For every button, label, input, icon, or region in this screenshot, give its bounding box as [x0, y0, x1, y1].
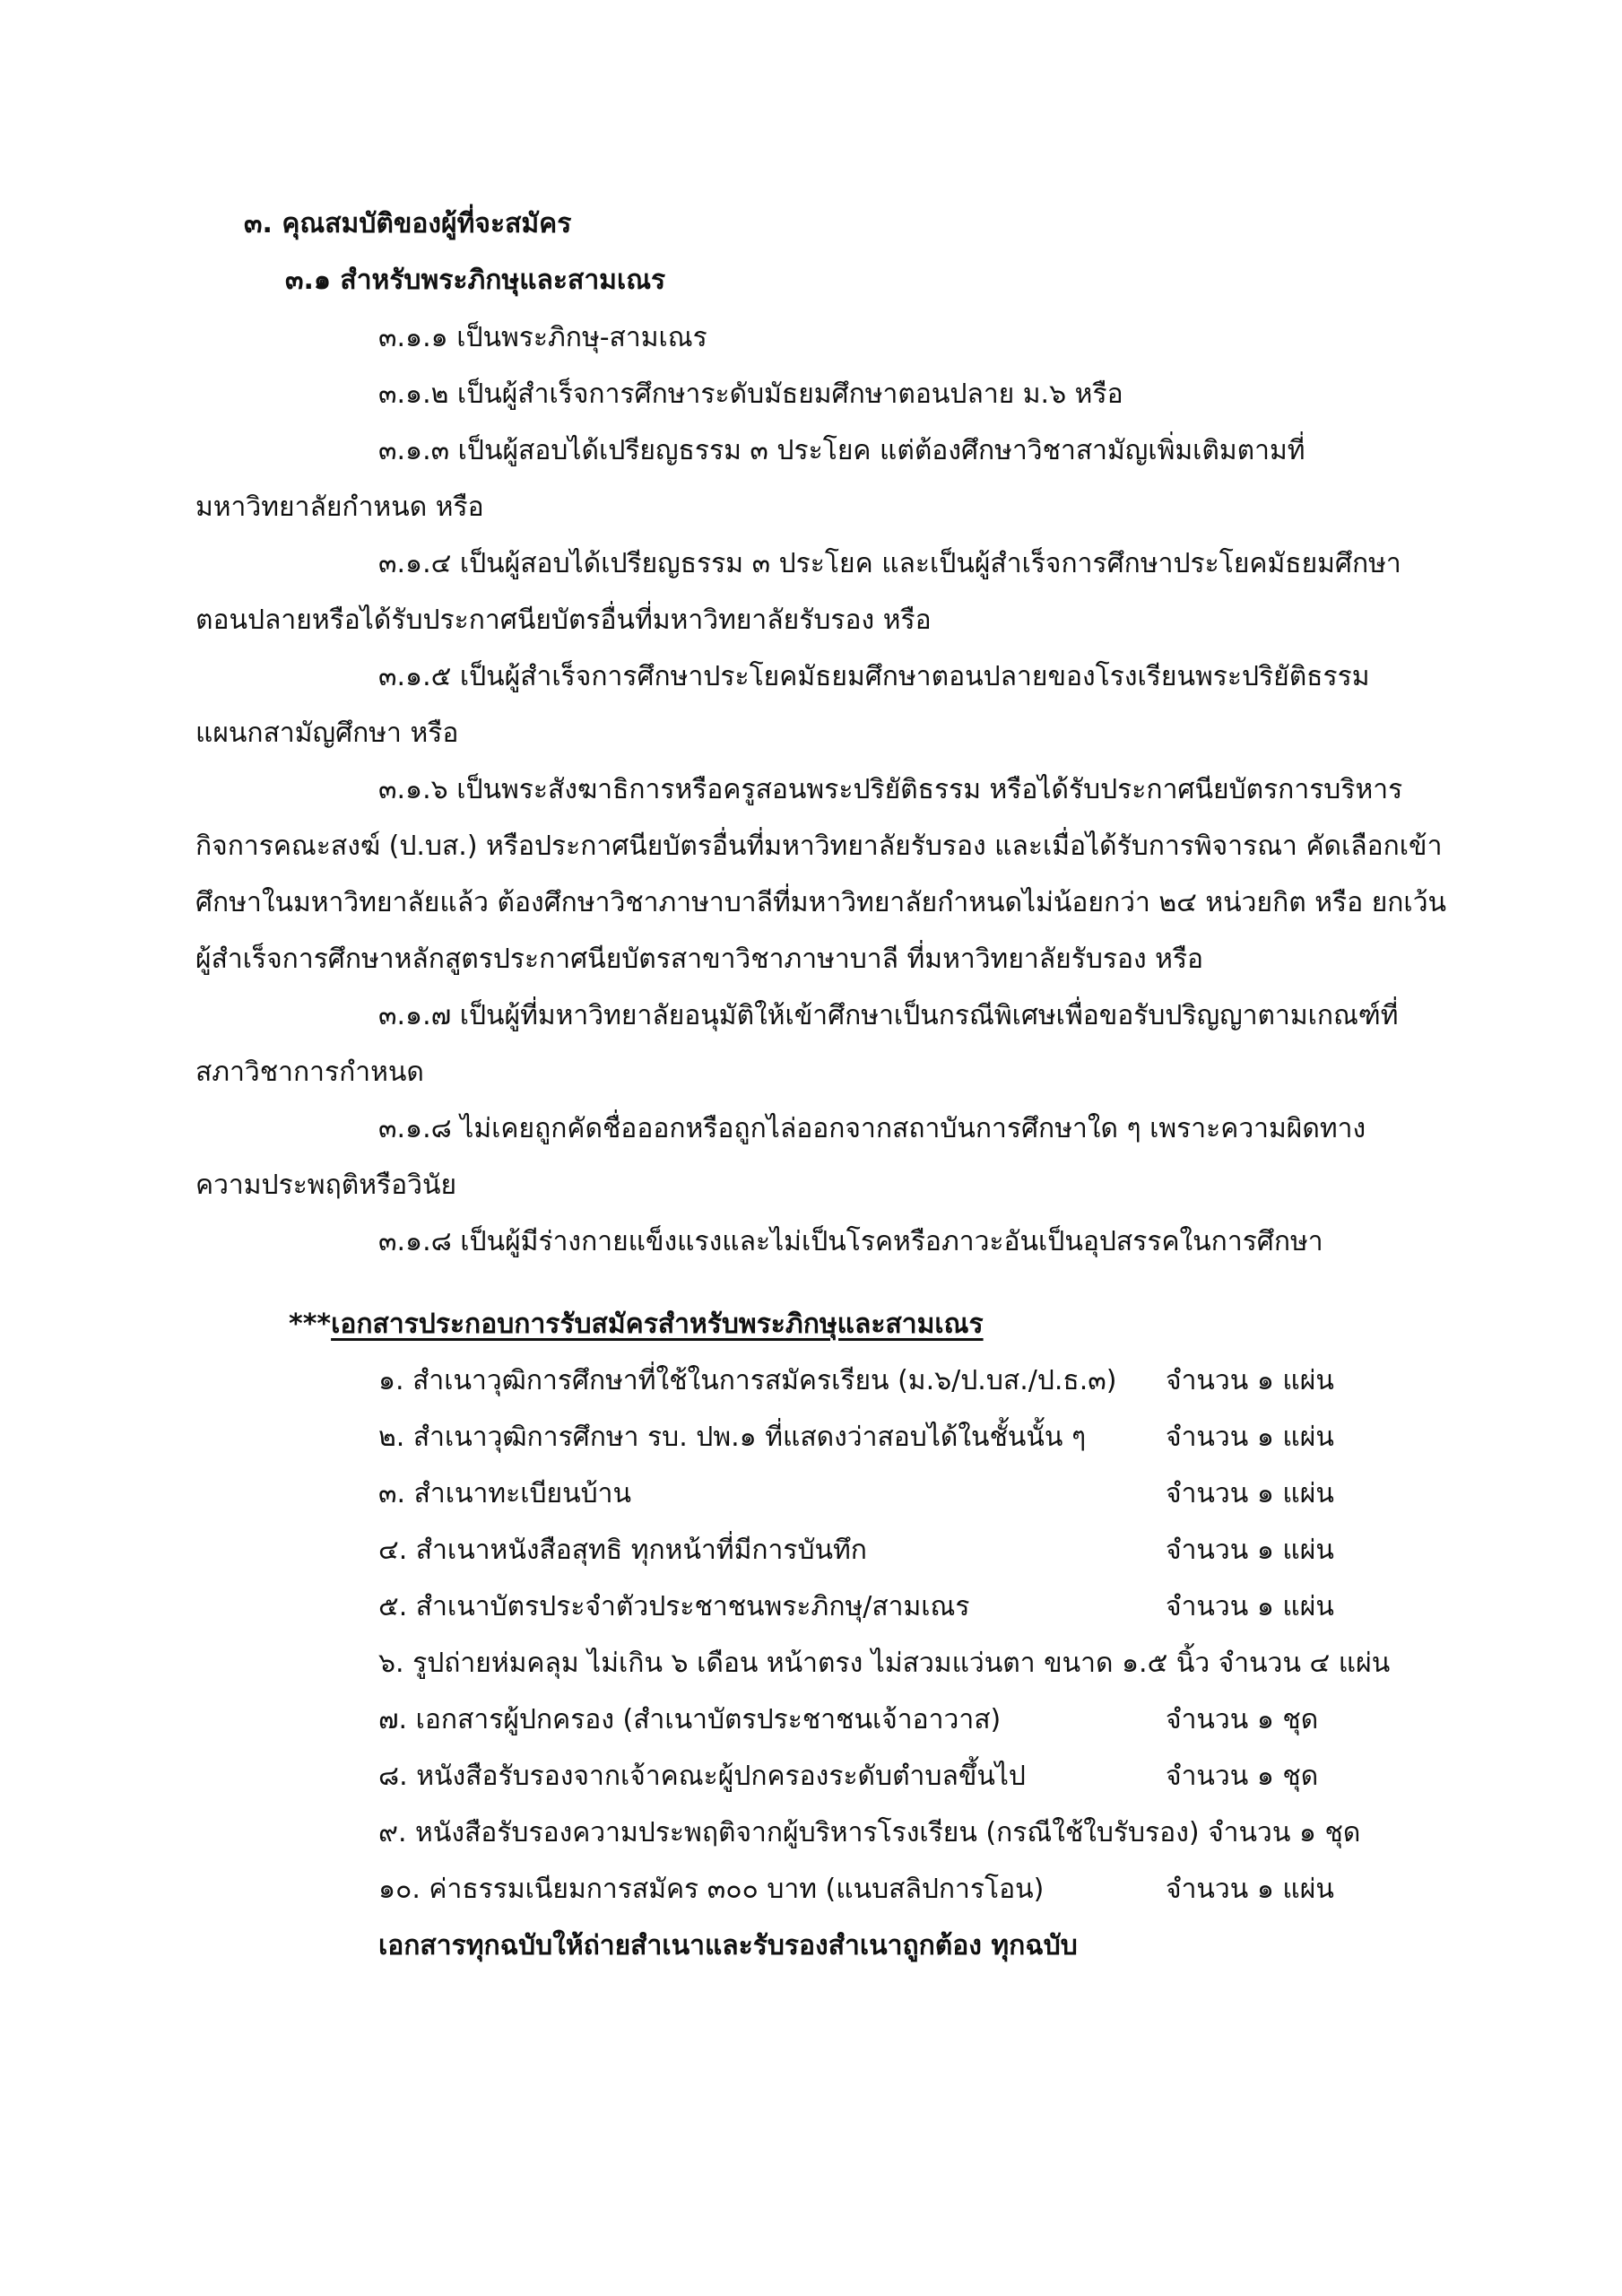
- documents-heading-prefix: ***: [289, 1309, 332, 1340]
- document-item-text: ๕. สำเนาบัตรประจำตัวประชาชนพระภิกษุ/สามเณร: [378, 1591, 970, 1622]
- qualification-item-3-cont: มหาวิทยาลัยกำหนด หรือ: [195, 491, 484, 523]
- documents-heading: [289, 1307, 984, 1343]
- qualification-item-7: ๓.๑.๗ เป็นผู้ที่มหาวิทยาลัยอนุมัติให้เข้าศึกษาเป็นกรณีพิเศษเพื่อขอรับปริญญาตามเกณฑ์ที่: [378, 1000, 1399, 1031]
- document-item-5: [378, 1589, 1409, 1625]
- documents-heading-title: เอกสารประกอบการรับสมัครสำหรับพระภิกษุและสามเณร: [331, 1309, 984, 1340]
- document-item-3: [378, 1476, 1409, 1512]
- document-item-amount: จำนวน ๑ แผ่น: [1166, 1535, 1334, 1566]
- qualification-item-6-cont: ผู้สำเร็จการศึกษาหลักสูตรประกาศนียบัตรสาขาวิชาภาษาบาลี ที่มหาวิทยาลัยรับรอง หรือ: [195, 944, 1204, 975]
- document-item-text: ๙. หนังสือรับรองความประพฤติจากผู้บริหารโรงเรียน (กรณีใช้ใบรับรอง) จำนวน ๑ ชุด: [378, 1817, 1361, 1848]
- document-item-amount: จำนวน ๑ แผ่น: [1166, 1874, 1334, 1905]
- document-item-text: ๒. สำเนาวุฒิการศึกษา รบ. ปพ.๑ ที่แสดงว่าสอบได้ในชั้นนั้น ๆ: [378, 1422, 1087, 1453]
- qualification-item-8-cont: ความประพฤติหรือวินัย: [195, 1170, 457, 1201]
- document-item-4: [378, 1533, 1409, 1569]
- qualification-item-5: ๓.๑.๕ เป็นผู้สำเร็จการศึกษาประโยคมัธยมศึกษาตอนปลายของโรงเรียนพระปริยัติธรรม: [378, 661, 1370, 692]
- qualification-item-4-cont: ตอนปลายหรือได้รับประกาศนียบัตรอื่นที่มหาวิทยาลัยรับรอง หรือ: [195, 604, 932, 636]
- document-item-amount: จำนวน ๑ ชุด: [1166, 1704, 1319, 1735]
- qualification-item-2: ๓.๑.๒ เป็นผู้สำเร็จการศึกษาระดับมัธยมศึกษาตอนปลาย ม.๖ หรือ: [378, 378, 1123, 410]
- document-item-amount: จำนวน ๑ แผ่น: [1166, 1478, 1334, 1509]
- section-subheading: ๓.๑ สำหรับพระภิกษุและสามเณร: [285, 265, 666, 296]
- qualification-item-5-cont: แผนกสามัญศึกษา หรือ: [195, 718, 459, 749]
- qualification-item-6: ๓.๑.๖ เป็นพระสังฆาธิการหรือครูสอนพระปริยัติธรรม หรือได้รับประกาศนียบัตรการบริหาร: [378, 774, 1403, 805]
- document-item-amount: จำนวน ๑ แผ่น: [1166, 1365, 1334, 1396]
- document-item-amount: จำนวน ๑ แผ่น: [1166, 1591, 1334, 1622]
- document-item-1: [378, 1363, 1409, 1399]
- document-item-text: ๑๐. ค่าธรรมเนียมการสมัคร ๓๐๐ บาท (แนบสลิปการโอน): [378, 1874, 1045, 1905]
- document-item-text: ๗. เอกสารผู้ปกครอง (สำเนาบัตรประชาชนเจ้าอาวาส): [378, 1704, 1002, 1735]
- document-item-8: [378, 1759, 1409, 1795]
- document-item-6: [378, 1646, 1409, 1682]
- section-heading: ๓. คุณสมบัติของผู้ที่จะสมัคร: [244, 208, 572, 239]
- qualification-item-3: ๓.๑.๓ เป็นผู้สอบได้เปรียญธรรม ๓ ประโยค แต่ต้องศึกษาวิชาสามัญเพิ่มเติมตามที่: [378, 435, 1305, 466]
- qualification-item-4: ๓.๑.๔ เป็นผู้สอบได้เปรียญธรรม ๓ ประโยค และเป็นผู้สำเร็จการศึกษาประโยคมัธยมศึกษา: [378, 548, 1401, 579]
- document-item-text: ๖. รูปถ่ายห่มคลุม ไม่เกิน ๖ เดือน หน้าตรง ไม่สวมแว่นตา ขนาด ๑.๕ นิ้ว จำนวน ๔ แผ่น: [378, 1648, 1391, 1679]
- document-item-text: ๑. สำเนาวุฒิการศึกษาที่ใช้ในการสมัครเรียน (ม.๖/ป.บส./ป.ธ.๓): [378, 1365, 1117, 1396]
- document-item-7: [378, 1702, 1409, 1738]
- document-item-amount: จำนวน ๑ แผ่น: [1166, 1422, 1334, 1453]
- documents-note: เอกสารทุกฉบับให้ถ่ายสำเนาและรับรองสำเนาถูกต้อง ทุกฉบับ: [378, 1930, 1078, 1961]
- document-item-10: [378, 1872, 1409, 1908]
- document-item-text: ๔. สำเนาหนังสือสุทธิ ทุกหน้าที่มีการบันทึก: [378, 1535, 867, 1566]
- qualification-item-9: ๓.๑.๘ เป็นผู้มีร่างกายแข็งแรงและไม่เป็นโรคหรือภาวะอันเป็นอุปสรรคในการศึกษา: [378, 1226, 1323, 1257]
- qualification-item-1: ๓.๑.๑ เป็นพระภิกษุ-สามเณร: [378, 322, 707, 353]
- document-item-text: ๓. สำเนาทะเบียนบ้าน: [378, 1478, 632, 1509]
- qualification-item-8: ๓.๑.๘ ไม่เคยถูกคัดชื่อออกหรือถูกไล่ออกจากสถาบันการศึกษาใด ๆ เพราะความผิดทาง: [378, 1113, 1366, 1144]
- document-item-text: ๘. หนังสือรับรองจากเจ้าคณะผู้ปกครองระดับตำบลขึ้นไป: [378, 1761, 1026, 1792]
- document-item-2: [378, 1420, 1409, 1456]
- qualification-item-6-cont: กิจการคณะสงฆ์ (ป.บส.) หรือประกาศนียบัตรอื่นที่มหาวิทยาลัยรับรอง และเมื่อได้รับการพิจารณา คัดเลือกเข้า: [195, 831, 1443, 862]
- qualification-item-6-cont: ศึกษาในมหาวิทยาลัยแล้ว ต้องศึกษาวิชาภาษาบาลีที่มหาวิทยาลัยกำหนดไม่น้อยกว่า ๒๔ หน่วยกิต หรือ ยกเว้น: [195, 887, 1447, 918]
- qualification-item-7-cont: สภาวิชาการกำหนด: [195, 1057, 424, 1088]
- document-item-9: [378, 1815, 1409, 1851]
- document-item-amount: จำนวน ๑ ชุด: [1166, 1761, 1319, 1792]
